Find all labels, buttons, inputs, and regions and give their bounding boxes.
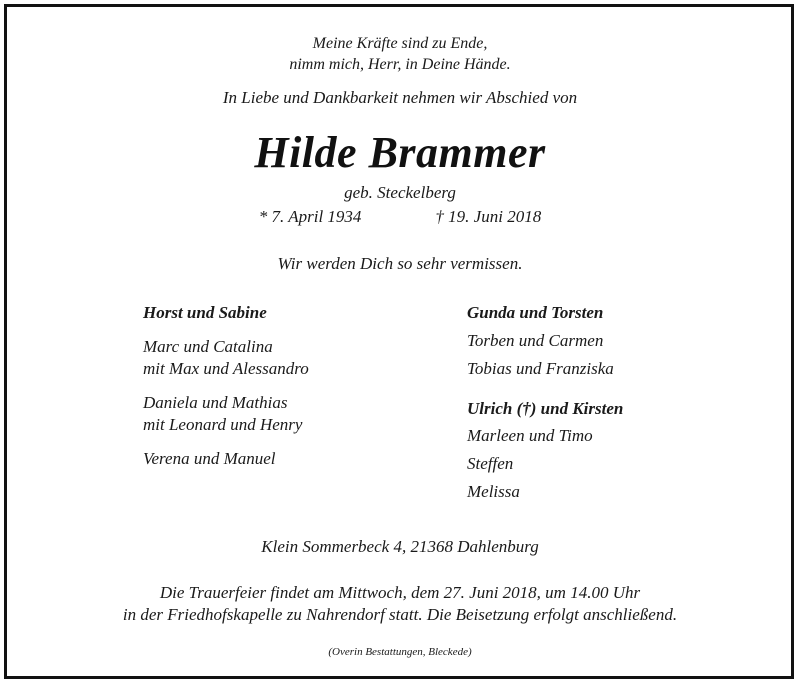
life-dates	[0, 207, 800, 227]
mourner-line: mit Leonard und Henry	[143, 415, 303, 434]
mourner-heading: Gunda und Torsten	[467, 303, 604, 322]
mourner-line: Steffen	[467, 454, 514, 473]
mourner-heading: Horst und Sabine	[143, 303, 267, 322]
mourner-line: Tobias und Franziska	[467, 359, 614, 378]
mourner-line: Marc und Catalina	[143, 337, 273, 356]
death-date: † 19. Juni 2018	[435, 207, 542, 226]
verse-line-2: nimm mich, Herr, in Deine Hände.	[289, 56, 511, 73]
mourner-line: Marleen und Timo	[467, 426, 593, 445]
intro-text: In Liebe und Dankbarkeit nehmen wir Abschied von	[222, 88, 578, 107]
mourners-right-column	[467, 303, 727, 503]
mourner-line: Daniela und Mathias	[143, 393, 288, 412]
farewell-message: Wir werden Dich so sehr vermissen.	[277, 254, 523, 273]
undertaker-credit: (Overin Bestattungen, Bleckede)	[328, 646, 472, 658]
service-line-2: in der Friedhofskapelle zu Nahrendorf statt. Die Beisetzung erfolgt anschließend.	[122, 605, 678, 624]
mourner-heading: Ulrich (†) und Kirsten	[467, 399, 624, 418]
deceased-name: Hilde Brammer	[254, 128, 546, 177]
address: Klein Sommerbeck 4, 21368 Dahlenburg	[261, 537, 539, 556]
mourners-left-column	[143, 303, 403, 473]
service-line-1: Die Trauerfeier findet am Mittwoch, dem 27. Juni 2018, um 14.00 Uhr	[159, 583, 641, 602]
birth-date: * 7. April 1934	[258, 207, 362, 226]
mourner-line: Melissa	[467, 482, 520, 501]
mourner-line: mit Max und Alessandro	[143, 359, 309, 378]
mourner-line: Verena und Manuel	[143, 449, 276, 468]
mourner-line: Torben und Carmen	[467, 331, 604, 350]
verse-line-1: Meine Kräfte sind zu Ende,	[312, 35, 488, 52]
maiden-name: geb. Steckelberg	[344, 183, 456, 202]
